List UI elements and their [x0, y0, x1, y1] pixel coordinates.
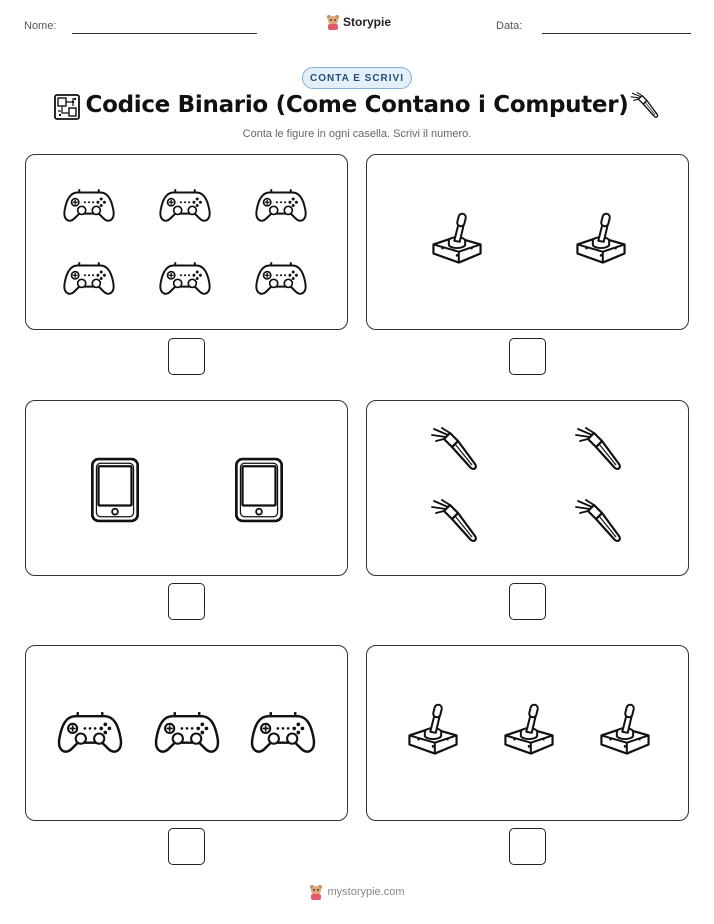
- answer-box-2[interactable]: [509, 338, 546, 375]
- cable-icon: [630, 92, 660, 122]
- count-box-6: [366, 645, 689, 821]
- gamepad-icon: [159, 259, 211, 298]
- gamepad-icon: [255, 186, 307, 225]
- storypie-logo-icon: [326, 14, 340, 30]
- brand-name: Storypie: [343, 15, 392, 29]
- joystick-icon: [404, 701, 462, 759]
- gamepad-icon: [57, 708, 123, 757]
- answer-box-3[interactable]: [168, 583, 205, 620]
- tablet-icon: [89, 456, 141, 524]
- joystick-icon: [572, 210, 630, 268]
- footer-url[interactable]: mystorypie.com: [327, 886, 405, 898]
- joystick-icon: [596, 701, 654, 759]
- date-line[interactable]: [542, 33, 691, 34]
- gamepad-icon: [63, 186, 115, 225]
- storypie-logo-icon: [309, 884, 323, 900]
- joystick-icon: [500, 701, 558, 759]
- answer-box-5[interactable]: [168, 828, 205, 865]
- joystick-icon: [428, 210, 486, 268]
- count-box-4: [366, 400, 689, 576]
- answer-box-1[interactable]: [168, 338, 205, 375]
- gamepad-icon: [255, 259, 307, 298]
- gamepad-icon: [63, 259, 115, 298]
- count-box-5: [25, 645, 348, 821]
- count-box-3: [25, 400, 348, 576]
- cable-icon: [430, 499, 480, 549]
- footer: [0, 884, 714, 900]
- gamepad-icon: [154, 708, 220, 757]
- name-label: Nome:: [24, 20, 57, 32]
- section-badge: CONTA E SCRIVI: [302, 67, 412, 89]
- cable-icon: [574, 499, 624, 549]
- gamepad-icon: [159, 186, 211, 225]
- brand: [326, 14, 391, 30]
- answer-box-4[interactable]: [509, 583, 546, 620]
- cable-icon: [574, 427, 624, 477]
- cable-icon: [430, 427, 480, 477]
- answer-box-6[interactable]: [509, 828, 546, 865]
- page-title: Codice Binario (Come Contano i Computer): [85, 92, 629, 118]
- name-line[interactable]: [72, 33, 257, 34]
- tablet-icon: [233, 456, 285, 524]
- count-box-2: [366, 154, 689, 330]
- gamepad-icon: [250, 708, 316, 757]
- date-label: Data:: [496, 20, 523, 32]
- count-box-1: [25, 154, 348, 330]
- instructions: Conta le figure in ogni casella. Scrivi il numero.: [242, 128, 472, 140]
